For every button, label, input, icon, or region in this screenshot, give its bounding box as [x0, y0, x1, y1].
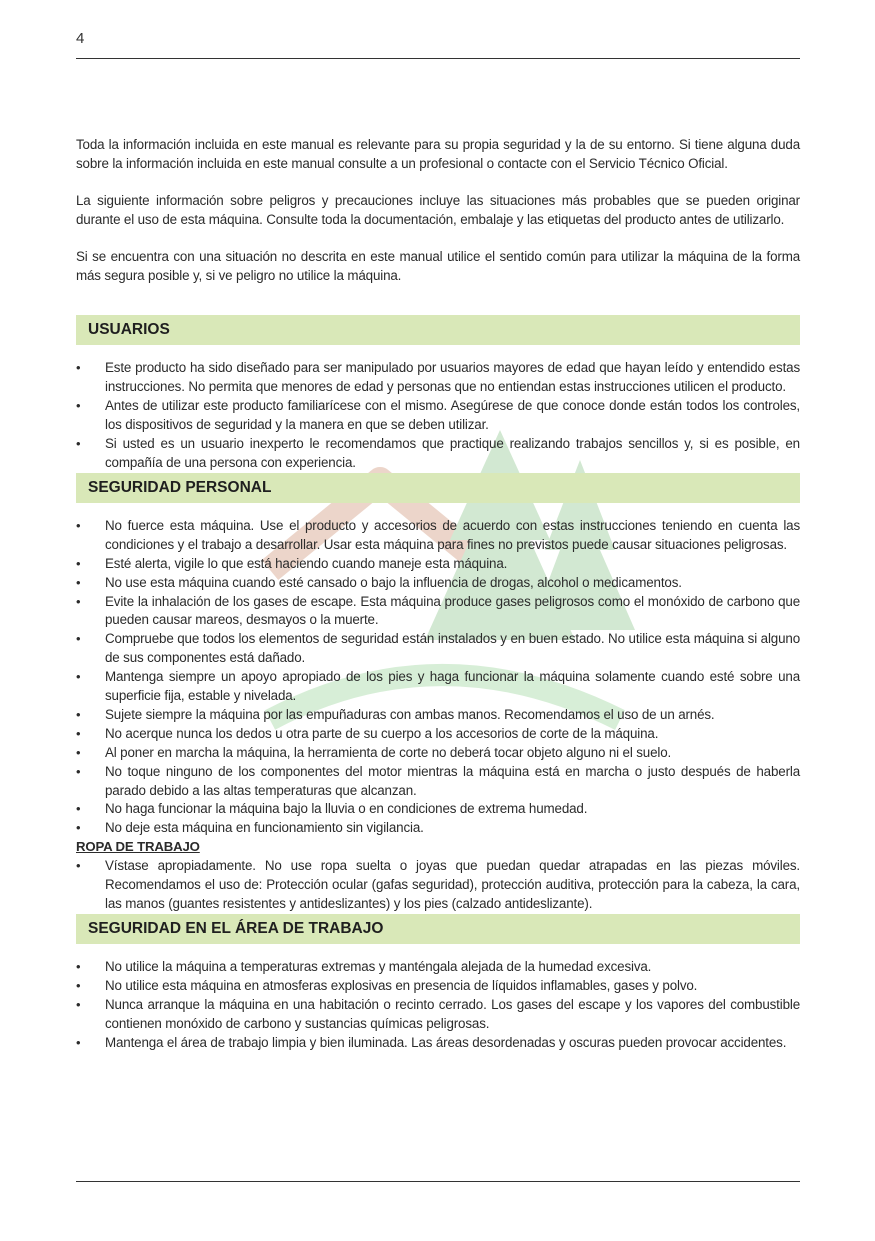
ropa-trabajo-list: [76, 857, 800, 914]
list-item: • No acerque nunca los dedos u otra parte de su cuerpo a los accesorios de corte de la máquina.: [76, 725, 800, 744]
page-number: 4: [76, 30, 85, 47]
intro-paragraph-1: Toda la información incluida en este manual es relevante para su propia seguridad y la de su entorno. Si tiene alguna duda sobre la información incluida en este manual consulte a un profesional o contacte con el Servicio Técnico Oficial.: [76, 137, 800, 171]
seguridad-personal-list: [76, 517, 800, 838]
list-item: • No use esta máquina cuando esté cansado o bajo la influencia de drogas, alcohol o medicamentos.: [76, 574, 800, 593]
section-header-seguridad-personal: SEGURIDAD PERSONAL: [76, 473, 800, 503]
list-item: • Si usted es un usuario inexperto le recomendamos que practique realizando trabajos sencillos y, si es posible, en compañía de una persona con experiencia.: [76, 435, 800, 473]
list-item: • No haga funcionar la máquina bajo la lluvia o en condiciones de extrema humedad.: [76, 800, 800, 819]
area-trabajo-list: [76, 958, 800, 1053]
section-header-usuarios: USUARIOS: [76, 315, 800, 345]
list-item: • No deje esta máquina en funcionamiento sin vigilancia.: [76, 819, 800, 838]
list-item: • Mantenga el área de trabajo limpia y bien iluminada. Las áreas desordenadas y oscuras pueden provocar accidentes.: [76, 1034, 800, 1053]
list-item: • Sujete siempre la máquina por las empuñaduras con ambas manos. Recomendamos el uso de un arnés.: [76, 706, 800, 725]
manual-content: [76, 136, 800, 1052]
list-item: • Antes de utilizar este producto familiarícese con el mismo. Asegúrese de que conoce donde están todos los controles, los dispositivos de seguridad y la manera en que se deben utilizar.: [76, 397, 800, 435]
usuarios-list: [76, 359, 800, 472]
footer-rule: [76, 1181, 800, 1182]
list-item: • Compruebe que todos los elementos de seguridad están instalados y en buen estado. No utilice esta máquina si alguno de sus componentes está dañado.: [76, 630, 800, 668]
list-item: • Al poner en marcha la máquina, la herramienta de corte no deberá tocar objeto alguno ni el suelo.: [76, 744, 800, 763]
list-item: • Evite la inhalación de los gases de escape. Esta máquina produce gases peligrosos como el monóxido de carbono que pueden causar mareos, desmayos o la muerte.: [76, 593, 800, 631]
section-header-area-de-trabajo: SEGURIDAD EN EL ÁREA DE TRABAJO: [76, 914, 800, 944]
list-item: • No fuerce esta máquina. Use el producto y accesorios de acuerdo con estas instrucciones teniendo en cuenta las condiciones y el trabajo a desarrollar. Usar esta máquina para fines no previstos puede causar situaciones peligrosas.: [76, 517, 800, 555]
list-item: • No utilice esta máquina en atmosferas explosivas en presencia de líquidos inflamables, gases y polvo.: [76, 977, 800, 996]
list-item: • Vístase apropiadamente. No use ropa suelta o joyas que puedan quedar atrapadas en las piezas móviles. Recomendamos el uso de: Protección ocular (gafas seguridad), protección auditiva, protección para la cabeza, la cara, las manos (guantes resistentes y antideslizantes) y los pies (calzado antideslizante).: [76, 857, 800, 914]
list-item: • Este producto ha sido diseñado para ser manipulado por usuarios mayores de edad que hayan leído y entendido estas instrucciones. No permita que menores de edad y personas que no entiendan estas instrucciones utilicen el producto.: [76, 359, 800, 397]
intro-paragraph-2: La siguiente información sobre peligros y precauciones incluye las situaciones más probables que se pueden originar durante el uso de esta máquina. Consulte toda la documentación, embalaje y las etiquetas del producto antes de utilizarlo.: [76, 192, 800, 227]
list-item: • No utilice la máquina a temperaturas extremas y manténgala alejada de la humedad excesiva.: [76, 958, 800, 977]
list-item: • No toque ninguno de los componentes del motor mientras la máquina está en marcha o justo después de haberla parado debido a las altas temperaturas que alcanzan.: [76, 763, 800, 801]
subheading-ropa-de-trabajo: ROPA DE TRABAJO: [76, 839, 200, 855]
header-rule: [76, 58, 800, 59]
list-item: • Nunca arranque la máquina en una habitación o recinto cerrado. Los gases del escape y los vapores del combustible contienen monóxido de carbono y sustancias químicas peligrosas.: [76, 996, 800, 1034]
intro-paragraph-3: Si se encuentra con una situación no descrita en este manual utilice el sentido común para utilizar la máquina de la forma más segura posible y, si ve peligro no utilice la máquina.: [76, 248, 800, 283]
list-item: • Mantenga siempre un apoyo apropiado de los pies y haga funcionar la máquina solamente cuando esté sobre una superficie fija, estable y nivelada.: [76, 668, 800, 706]
list-item: • Esté alerta, vigile lo que está haciendo cuando maneje esta máquina.: [76, 555, 800, 574]
